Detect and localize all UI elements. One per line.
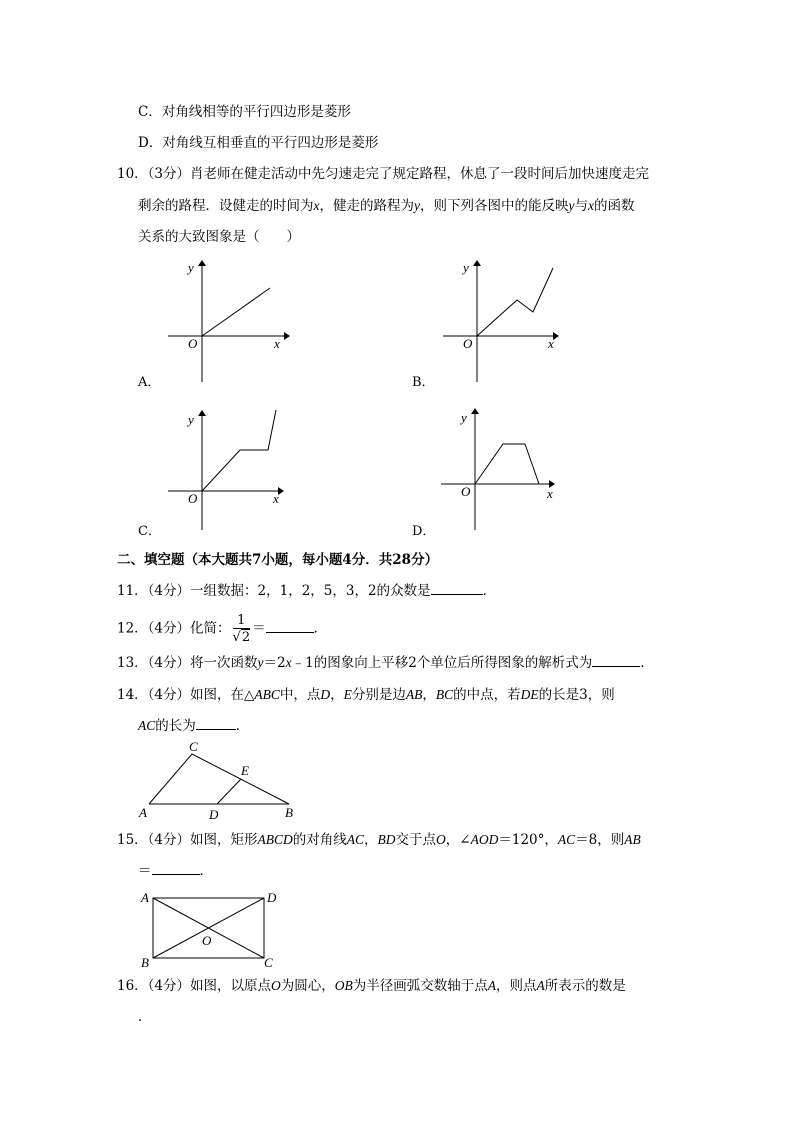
- q11: 11．（4分）一组数据：2，1，2，5，3，2的众数是 ．: [117, 583, 497, 599]
- q15-label-d: D: [267, 890, 277, 905]
- q15-label-b: B: [141, 955, 149, 970]
- graph-d: [435, 406, 565, 532]
- graph-d-x-label: x: [547, 486, 553, 501]
- graph-d-y-label: y: [461, 410, 467, 425]
- q13-answer-blank[interactable]: [592, 654, 640, 667]
- q14-label-c: C: [189, 739, 198, 754]
- graph-c-label: C．: [138, 524, 161, 539]
- graph-a-y-label: y: [188, 260, 194, 275]
- q16-line1: 16．（4分）如图，以原点O为圆心，OB为半径画弧交数轴于点A，则点A所表示的数是: [117, 978, 626, 994]
- graph-c-origin: O: [188, 491, 198, 506]
- q15-rectangle-figure: [135, 886, 285, 972]
- graph-b-y-label: y: [463, 260, 469, 275]
- q15-label-a: A: [141, 890, 149, 905]
- q15-answer-blank[interactable]: [152, 862, 200, 875]
- graph-d-origin: O: [461, 484, 471, 499]
- q12: 12．（4分）化简： $\frac{1}{√2}$ ＝ ．: [117, 613, 328, 645]
- q12-answer-blank[interactable]: [266, 620, 314, 633]
- graph-b-label: B．: [412, 375, 435, 390]
- q15-line1: 15．（4分）如图，矩形ABCD的对角线AC，BD交于点O，∠AOD＝120°，AC＝8，则AB: [117, 832, 641, 848]
- graph-c: [160, 406, 290, 532]
- q12-fraction: $\frac{1}{√2}$: [232, 613, 251, 645]
- q15-line2: ＝ ．: [138, 863, 213, 879]
- graph-a-x-label: x: [274, 336, 280, 351]
- graph-c-x-label: x: [273, 491, 279, 506]
- graph-c-y-label: y: [188, 412, 194, 427]
- graph-a-origin: O: [188, 336, 198, 351]
- q14-label-d: D: [209, 807, 219, 822]
- q14-answer-blank[interactable]: [196, 717, 236, 730]
- graph-b: [435, 258, 565, 384]
- q14-label-a: A: [139, 805, 147, 820]
- graph-a: [160, 258, 290, 384]
- section-2-heading: 二、填空题（本大题共7小题，每小题4分．共28分）: [117, 552, 439, 568]
- q15-label-c: C: [264, 955, 273, 970]
- q14-triangle-figure: [135, 737, 300, 823]
- q14-label-e: E: [241, 763, 249, 778]
- q14-line2: AC的长为 ．: [138, 718, 250, 734]
- q11-answer-blank[interactable]: [431, 582, 483, 595]
- q9-option-c: C．对角线相等的平行四边形是菱形: [138, 104, 351, 120]
- graph-b-origin: O: [463, 336, 473, 351]
- q9-option-d: D．对角线互相垂直的平行四边形是菱形: [138, 135, 379, 151]
- q13: 13．（4分）将一次函数y＝2x﹣1的图象向上平移2个单位后所得图象的解析式为 ．: [117, 655, 654, 671]
- q15-label-o: O: [202, 933, 212, 948]
- graph-d-label: D．: [412, 524, 436, 539]
- q14-label-b: B: [285, 805, 293, 820]
- q14-line1: 14．（4分）如图，在△ABC中，点D，E分别是边AB，BC的中点，若DE的长是3，则: [117, 687, 615, 703]
- graph-a-label: A．: [138, 375, 161, 390]
- q10-line1: 10．（3分）肖老师在健走活动中先匀速走完了规定路程，休息了一段时间后加快速度走完: [117, 166, 650, 182]
- q10-line3: 关系的大致图象是（ ）: [138, 229, 300, 245]
- q16-line2: ．: [138, 1009, 152, 1025]
- graph-b-x-label: x: [548, 336, 554, 351]
- q10-line2: 剩余的路程．设健走的时间为x，健走的路程为y，则下列各图中的能反映y与x的函数: [138, 198, 635, 214]
